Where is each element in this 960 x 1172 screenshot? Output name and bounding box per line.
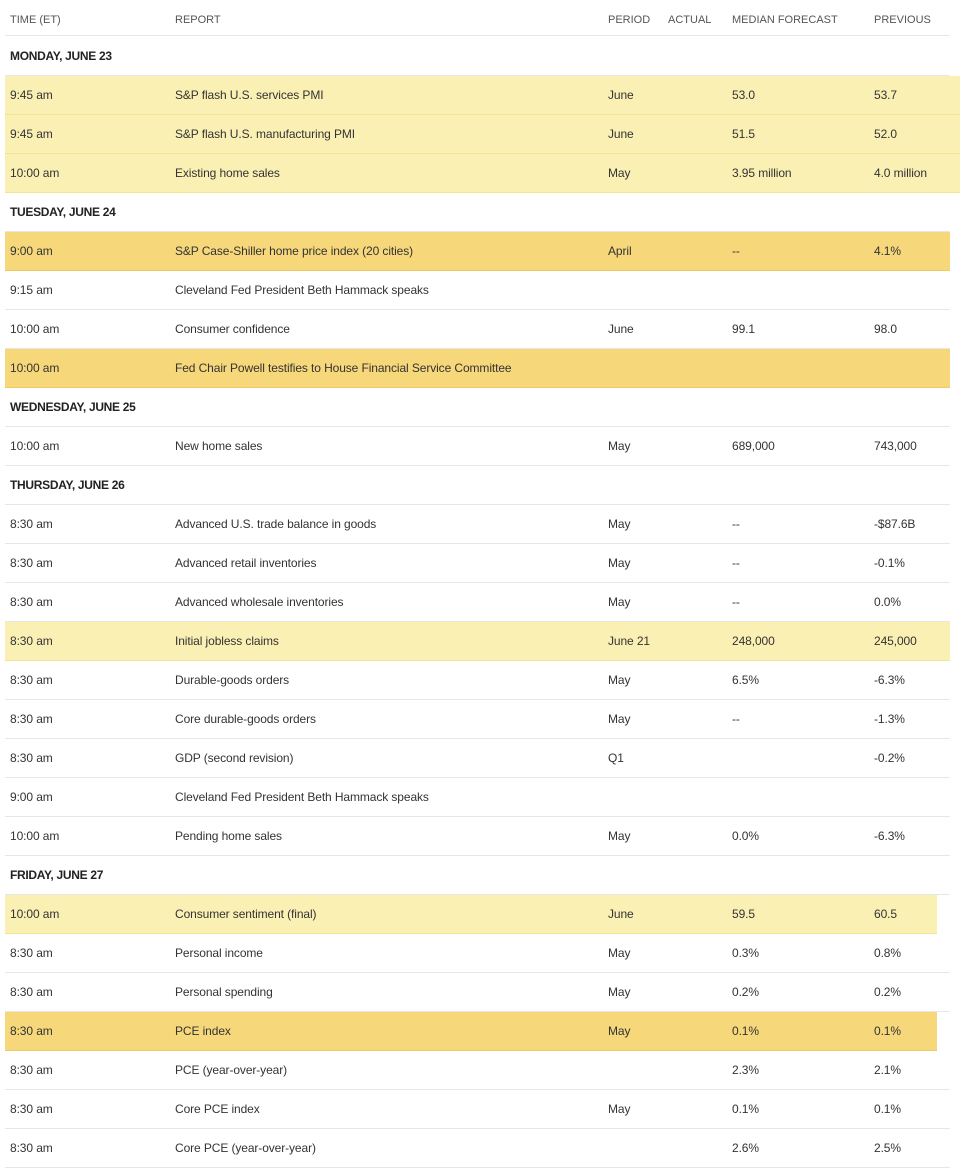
- day-header: [5, 466, 950, 505]
- day-label: WEDNESDAY, JUNE 25: [10, 400, 136, 414]
- previous-cell: 2.1%: [874, 1063, 901, 1077]
- time-cell: 8:30 am: [10, 1141, 53, 1155]
- report-cell: Pending home sales: [175, 829, 282, 843]
- period-cell: June: [608, 88, 634, 102]
- median-forecast-cell: 689,000: [732, 439, 775, 453]
- period-cell: June 21: [608, 634, 651, 648]
- day-header: [5, 856, 950, 895]
- report-cell: Fed Chair Powell testifies to House Financial Service Committee: [175, 361, 512, 375]
- report-cell: Core durable-goods orders: [175, 712, 316, 726]
- table-row: [5, 739, 950, 778]
- median-forecast-cell: --: [732, 517, 740, 531]
- report-cell: Initial jobless claims: [175, 634, 279, 648]
- report-cell: Core PCE (year-over-year): [175, 1141, 316, 1155]
- table-row: [5, 349, 950, 388]
- report-cell: PCE (year-over-year): [175, 1063, 288, 1077]
- time-cell: 8:30 am: [10, 712, 53, 726]
- table-header: [5, 0, 950, 36]
- table-row: [5, 232, 950, 271]
- previous-cell: 53.7: [874, 88, 897, 102]
- time-cell: 10:00 am: [10, 322, 60, 336]
- day-header: [5, 193, 950, 232]
- day-header: [5, 388, 950, 427]
- report-cell: New home sales: [175, 439, 263, 453]
- table-row: [5, 154, 960, 193]
- previous-cell: 98.0: [874, 322, 897, 336]
- time-cell: 10:00 am: [10, 361, 60, 375]
- report-cell: Advanced wholesale inventories: [175, 595, 344, 609]
- report-cell: Cleveland Fed President Beth Hammack speaks: [175, 790, 429, 804]
- median-forecast-cell: --: [732, 595, 740, 609]
- header-report: REPORT: [175, 14, 221, 26]
- period-cell: Q1: [608, 751, 624, 765]
- time-cell: 9:45 am: [10, 127, 53, 141]
- previous-cell: 60.5: [874, 907, 897, 921]
- time-cell: 9:00 am: [10, 244, 53, 258]
- period-cell: May: [608, 712, 631, 726]
- table-row: [5, 1051, 950, 1090]
- period-cell: May: [608, 985, 631, 999]
- table-row: [5, 973, 950, 1012]
- report-cell: S&P flash U.S. manufacturing PMI: [175, 127, 355, 141]
- table-row: [5, 700, 950, 739]
- previous-cell: 52.0: [874, 127, 897, 141]
- previous-cell: 0.8%: [874, 946, 901, 960]
- day-label: TUESDAY, JUNE 24: [10, 205, 116, 219]
- median-forecast-cell: --: [732, 712, 740, 726]
- previous-cell: 2.5%: [874, 1141, 901, 1155]
- median-forecast-cell: 2.3%: [732, 1063, 759, 1077]
- median-forecast-cell: --: [732, 244, 740, 258]
- table-row: [5, 1129, 950, 1168]
- report-cell: Consumer sentiment (final): [175, 907, 317, 921]
- header-actual: ACTUAL: [668, 14, 712, 26]
- time-cell: 8:30 am: [10, 1063, 53, 1077]
- report-cell: Existing home sales: [175, 166, 280, 180]
- period-cell: June: [608, 127, 634, 141]
- previous-cell: -6.3%: [874, 829, 905, 843]
- previous-cell: 4.1%: [874, 244, 901, 258]
- report-cell: Cleveland Fed President Beth Hammack speaks: [175, 283, 429, 297]
- report-cell: Advanced retail inventories: [175, 556, 317, 570]
- period-cell: May: [608, 946, 631, 960]
- time-cell: 8:30 am: [10, 985, 53, 999]
- table-row: [5, 934, 950, 973]
- time-cell: 9:15 am: [10, 283, 53, 297]
- previous-cell: -$87.6B: [874, 517, 916, 531]
- time-cell: 8:30 am: [10, 556, 53, 570]
- median-forecast-cell: 51.5: [732, 127, 755, 141]
- previous-cell: 0.1%: [874, 1102, 901, 1116]
- table-row: [5, 817, 950, 856]
- day-label: FRIDAY, JUNE 27: [10, 868, 104, 882]
- median-forecast-cell: 59.5: [732, 907, 755, 921]
- time-cell: 10:00 am: [10, 166, 60, 180]
- report-cell: Personal income: [175, 946, 263, 960]
- median-forecast-cell: 0.3%: [732, 946, 759, 960]
- previous-cell: 743,000: [874, 439, 917, 453]
- median-forecast-cell: 53.0: [732, 88, 755, 102]
- table-row: [5, 778, 950, 817]
- period-cell: May: [608, 1102, 631, 1116]
- table-row: [5, 544, 950, 583]
- period-cell: May: [608, 673, 631, 687]
- period-cell: May: [608, 439, 631, 453]
- previous-cell: -0.1%: [874, 556, 905, 570]
- period-cell: May: [608, 829, 631, 843]
- table-row: [5, 310, 950, 349]
- day-label: THURSDAY, JUNE 26: [10, 478, 125, 492]
- table-row: [5, 115, 960, 154]
- table-row: [5, 1090, 950, 1129]
- previous-cell: 0.1%: [874, 1024, 901, 1038]
- period-cell: May: [608, 517, 631, 531]
- day-header: [5, 37, 950, 76]
- table-row: [5, 1012, 937, 1051]
- report-cell: PCE index: [175, 1024, 231, 1038]
- table-row: [5, 505, 950, 544]
- time-cell: 8:30 am: [10, 751, 53, 765]
- median-forecast-cell: 99.1: [732, 322, 755, 336]
- period-cell: May: [608, 1024, 631, 1038]
- table-row: [5, 271, 950, 310]
- time-cell: 8:30 am: [10, 673, 53, 687]
- previous-cell: 0.2%: [874, 985, 901, 999]
- median-forecast-cell: 6.5%: [732, 673, 759, 687]
- median-forecast-cell: 0.1%: [732, 1024, 759, 1038]
- previous-cell: -0.2%: [874, 751, 905, 765]
- table-row: [5, 661, 950, 700]
- previous-cell: 245,000: [874, 634, 917, 648]
- period-cell: May: [608, 556, 631, 570]
- time-cell: 10:00 am: [10, 439, 60, 453]
- header-time: TIME (ET): [10, 14, 61, 26]
- median-forecast-cell: 3.95 million: [732, 166, 792, 180]
- median-forecast-cell: 0.1%: [732, 1102, 759, 1116]
- report-cell: Durable-goods orders: [175, 673, 290, 687]
- period-cell: April: [608, 244, 632, 258]
- time-cell: 8:30 am: [10, 595, 53, 609]
- table-row: [5, 895, 937, 934]
- report-cell: Advanced U.S. trade balance in goods: [175, 517, 377, 531]
- time-cell: 10:00 am: [10, 829, 60, 843]
- table-row: [5, 427, 950, 466]
- median-forecast-cell: 248,000: [732, 634, 775, 648]
- table-row: [5, 622, 950, 661]
- report-cell: S&P Case-Shiller home price index (20 cities): [175, 244, 414, 258]
- median-forecast-cell: 2.6%: [732, 1141, 759, 1155]
- day-label: MONDAY, JUNE 23: [10, 49, 112, 63]
- header-previous: PREVIOUS: [874, 14, 931, 26]
- header-period: PERIOD: [608, 14, 651, 26]
- period-cell: June: [608, 322, 634, 336]
- table-row: [5, 583, 950, 622]
- median-forecast-cell: --: [732, 556, 740, 570]
- time-cell: 8:30 am: [10, 946, 53, 960]
- time-cell: 9:00 am: [10, 790, 53, 804]
- previous-cell: 0.0%: [874, 595, 901, 609]
- time-cell: 8:30 am: [10, 517, 53, 531]
- previous-cell: -6.3%: [874, 673, 905, 687]
- time-cell: 10:00 am: [10, 907, 60, 921]
- time-cell: 8:30 am: [10, 1024, 53, 1038]
- report-cell: Core PCE index: [175, 1102, 260, 1116]
- report-cell: GDP (second revision): [175, 751, 294, 765]
- previous-cell: 4.0 million: [874, 166, 927, 180]
- time-cell: 8:30 am: [10, 634, 53, 648]
- report-cell: Personal spending: [175, 985, 273, 999]
- median-forecast-cell: 0.0%: [732, 829, 759, 843]
- median-forecast-cell: 0.2%: [732, 985, 759, 999]
- period-cell: May: [608, 166, 631, 180]
- report-cell: Consumer confidence: [175, 322, 290, 336]
- header-median-forecast: MEDIAN FORECAST: [732, 14, 838, 26]
- time-cell: 8:30 am: [10, 1102, 53, 1116]
- period-cell: June: [608, 907, 634, 921]
- time-cell: 9:45 am: [10, 88, 53, 102]
- report-cell: S&P flash U.S. services PMI: [175, 88, 324, 102]
- previous-cell: -1.3%: [874, 712, 905, 726]
- table-row: [5, 76, 960, 115]
- period-cell: May: [608, 595, 631, 609]
